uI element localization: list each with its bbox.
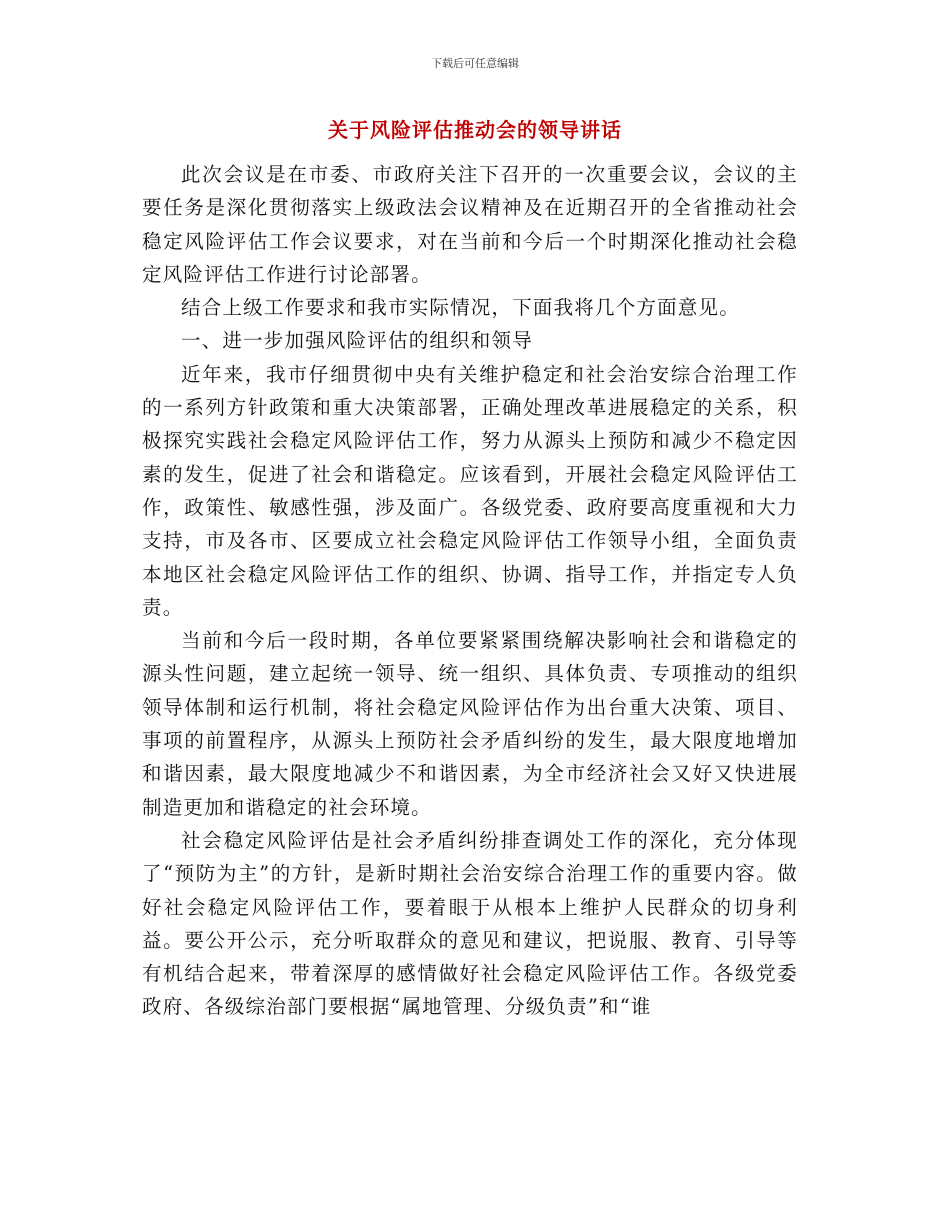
paragraph: 社会稳定风险评估是社会矛盾纠纷排查调处工作的深化，充分体现了“预防为主”的方针，是新时期社会治安综合治理工作的重要内容。做好社会稳定风险评估工作，要着眼于从根本上维护人民群众的切身利益。要公开公示，充分听取群众的意见和建议，把说服、教育、引导等有机结合起来，带着深厚的感情做好社会稳定风险评估工作。各级党委政府、各级综治部门要根据“属地管理、分级负责”和“谁 (142, 828, 798, 1019)
paragraph: 近年来，我市仔细贯彻中央有关维护稳定和社会治安综合治理工作的一系列方针政策和重大决策部署，正确处理改革进展稳定的关系，积极探究实践社会稳定风险评估工作，努力从源头上预防和减少不稳定因素的发生，促进了社会和谐稳定。应该看到，开展社会稳定风险评估工作，政策性、敏感性强，涉及面广。各级党委、政府要高度重视和大力支持，市及各市、区要成立社会稳定风险评估工作领导小组，全面负责本地区社会稳定风险评估工作的组织、协调、指导工作，并指定专人负责。 (142, 362, 798, 619)
section-heading: 一、进一步加强风险评估的组织和领导 (181, 329, 533, 353)
document-body (142, 158, 798, 1024)
page-header: 下载后可任意编辑 (431, 57, 519, 70)
document-title: 关于风险评估推动会的领导讲话 (328, 118, 622, 142)
paragraph: 此次会议是在市委、市政府关注下召开的一次重要会议，会议的主要任务是深化贯彻落实上级政法会议精神及在近期召开的全省推动社会稳定风险评估工作会议要求，对在当前和今后一个时期深化推动社会稳定风险评估工作进行讨论部署。 (142, 163, 798, 286)
paragraph: 当前和今后一段时期，各单位要紧紧围绕解决影响社会和谐稳定的源头性问题，建立起统一领导、统一组织、具体负责、专项推动的组织领导体制和运行机制，将社会稳定风险评估作为出台重大决策、项目、事项的前置程序，从源头上预防社会矛盾纠纷的发生，最大限度地增加和谐因素，最大限度地减少不和谐因素，为全市经济社会又好又快进展制造更加和谐稳定的社会环境。 (142, 629, 798, 819)
paragraph: 结合上级工作要求和我市实际情况，下面我将几个方面意见。 (181, 296, 740, 320)
